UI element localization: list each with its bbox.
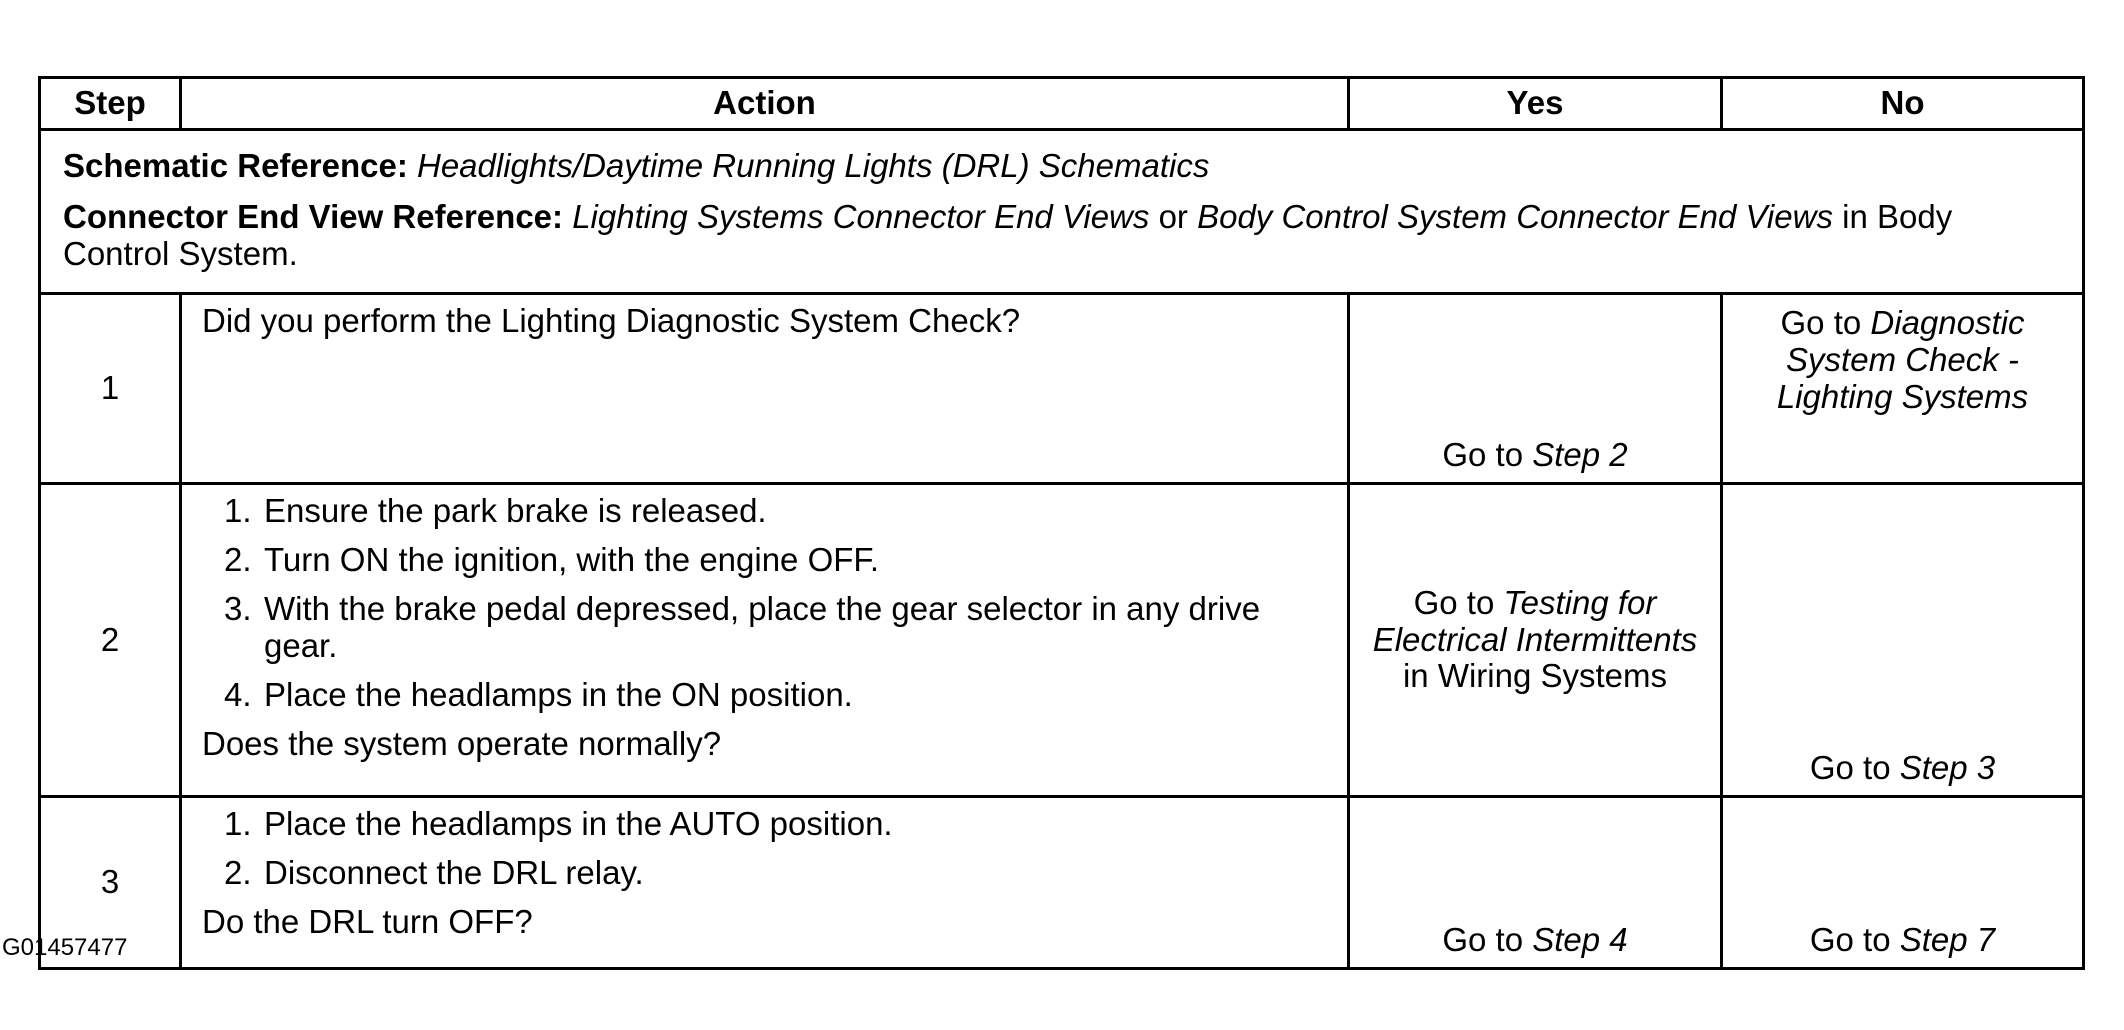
step-question: Did you perform the Lighting Diagnostic System Check? [202, 302, 1021, 339]
list-item: 1. Ensure the park brake is released. [224, 492, 767, 529]
no-cell [1722, 294, 2084, 484]
table-row [40, 797, 2084, 969]
list-item: 2. Turn ON the ignition, with the engine OFF. [224, 540, 880, 578]
connector-reference-link-lighting[interactable]: Lighting Systems Connector End Views [572, 198, 1150, 236]
list-item: 4. Place the headlamps in the ON position. [224, 675, 853, 713]
step-number: 1 [40, 294, 181, 484]
table-row [40, 294, 2084, 484]
yes-link[interactable]: Step 4 [1532, 921, 1628, 959]
action-cell [181, 294, 1349, 484]
reference-cell [40, 130, 2084, 294]
no-prefix: Go to [1780, 304, 1862, 341]
no-link[interactable]: Step 7 [1899, 921, 1996, 959]
connector-reference-suffix: in Body Control System. [63, 198, 1953, 272]
action-cell [181, 797, 1349, 969]
step-number: 3 [40, 797, 181, 969]
table-row [40, 484, 2084, 797]
yes-prefix: Go to [1442, 436, 1524, 474]
connector-reference-or: or [1158, 198, 1188, 236]
step-number: 2 [40, 484, 181, 797]
schematic-reference [63, 148, 2064, 185]
schematic-reference-link[interactable]: Headlights/Daytime Running Lights (DRL) Schematics [417, 147, 1210, 185]
step-question: Does the system operate normally? [202, 724, 722, 762]
diagnostic-table [38, 76, 2085, 970]
no-link[interactable]: Diagnostic System Check - Lighting Systems [1776, 304, 2029, 415]
action-list [202, 806, 1329, 892]
yes-link[interactable]: Step 2 [1532, 436, 1628, 474]
yes-prefix: Go to [1413, 583, 1495, 621]
connector-reference-link-body[interactable]: Body Control System Connector End Views [1197, 198, 1833, 236]
list-item: 3. With the brake pedal depressed, place the gear selector in any drive gear. [224, 589, 1261, 664]
figure-id: G01457477 [2, 934, 128, 961]
action-list [202, 493, 1329, 714]
action-cell [181, 484, 1349, 797]
connector-reference [63, 199, 2064, 273]
header-step: Step [40, 78, 181, 130]
no-cell [1722, 484, 2084, 797]
list-item: 2. Disconnect the DRL relay. [224, 853, 644, 891]
yes-link[interactable]: Testing for Electrical Intermittents [1372, 583, 1698, 658]
no-prefix: Go to [1809, 921, 1891, 959]
yes-suffix: in Wiring Systems [1402, 657, 1668, 695]
yes-cell [1349, 294, 1722, 484]
yes-cell [1349, 797, 1722, 969]
step-question: Do the DRL turn OFF? [202, 902, 533, 940]
header-yes: Yes [1349, 78, 1722, 130]
table-header-row [40, 78, 2084, 130]
connector-reference-label: Connector End View Reference: [63, 198, 564, 236]
yes-prefix: Go to [1442, 921, 1524, 959]
header-action: Action [181, 78, 1349, 130]
header-no: No [1722, 78, 2084, 130]
list-item: 1. Place the headlamps in the AUTO position. [224, 805, 893, 842]
reference-row [40, 130, 2084, 294]
no-cell [1722, 797, 2084, 969]
no-prefix: Go to [1809, 749, 1891, 787]
no-link[interactable]: Step 3 [1899, 749, 1996, 787]
yes-cell [1349, 484, 1722, 797]
schematic-reference-label: Schematic Reference: [63, 147, 408, 185]
